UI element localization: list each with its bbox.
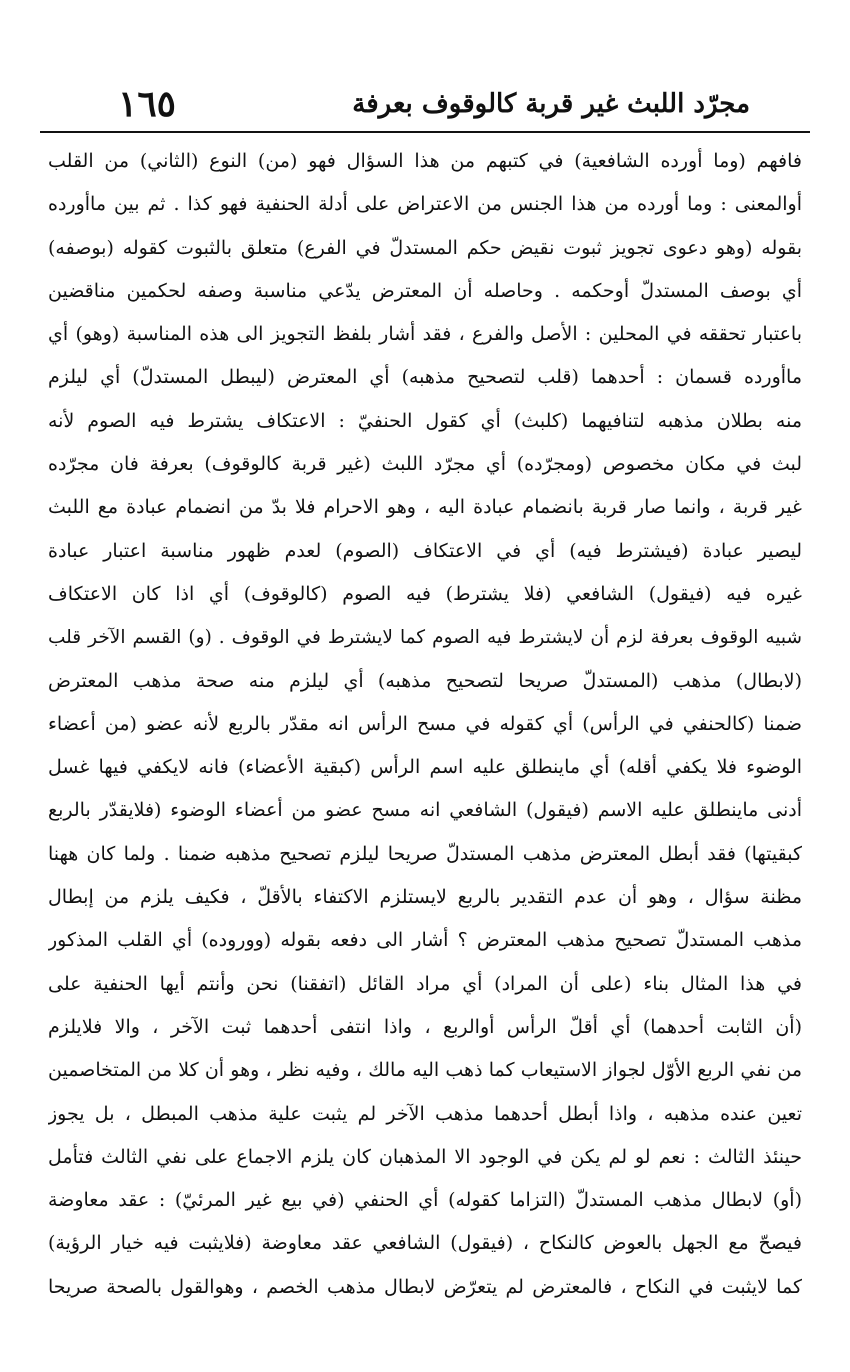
text-line: ضمنا (كالحنفي في الرأس) أي كقوله في مسح الرأس انه مقدّر بالربع لأنه عضو (من أعضاء: [48, 712, 802, 735]
text-line: في هذا المثال بناء (على أن المراد) أي مراد القائل (اتفقنا) نحن وأنتم أيها الحنفية على: [48, 972, 802, 995]
header-divider: [40, 131, 810, 133]
text-line: من نفي الربع الأوّل لجواز الاستيعاب كما ذهب اليه مالك ، وفيه نظر ، وهو أن كلا من المتخاصمين: [48, 1059, 802, 1082]
text-line: أي بوصف المستدلّ أوحكمه . وحاصله أن المعترض يدّعي مناسبة وصفه لحكمين مناقضين: [48, 279, 802, 302]
running-title: مجرّد اللبث غير قربة كالوقوف بعرفة: [352, 89, 750, 119]
text-line: بقوله (وهو دعوى تجويز ثبوت نقيض حكم المستدلّ في الفرع) متعلق بالثبوت كقوله (بوصفه): [48, 236, 802, 259]
text-line: ماأورده قسمان : أحدهما (قلب لتصحيح مذهبه) أي المعترض (ليبطل المستدلّ) أي ليلزم: [48, 366, 802, 389]
text-line: (أو) لابطال مذهب المستدلّ (التزاما كقوله) أي الحنفي (في بيع غير المرئيّ) : عقد معاوضة: [48, 1189, 802, 1212]
text-line: كما لايثبت في النكاح ، فالمعترض لم يتعرّض لابطال مذهب الخصم ، وهوالقول بالصحة صريحا: [48, 1275, 802, 1298]
text-line: فافهم (وما أورده الشافعية) في كتبهم من هذا السؤال فهو (من) النوع (الثاني) من القلب: [48, 150, 802, 172]
text-line: أدنى ماينطلق عليه الاسم (فيقول) الشافعي انه مسح عضو من أعضاء الوضوء (فلايقدّر بالربع: [48, 799, 802, 822]
text-line: الوضوء فلا يكفي أقله) أي ماينطلق عليه اسم الرأس (كبقية الأعضاء) فانه لايكفي فيها غسل: [48, 756, 802, 779]
text-line: غيره فيه (فيقول) الشافعي (فلا يشترط) فيه الصوم (كالوقوف) أي اذا كان الاعتكاف: [48, 582, 802, 605]
body-text: [48, 140, 802, 1309]
page-number: ١٦٥: [118, 83, 177, 125]
text-line: حينئذ الثالث : نعم لو لم يكن في الوجود الا المذهبان كان يلزم الاجماع على نفي الثالث فتأمل: [48, 1145, 802, 1168]
text-line: أوالمعنى : وما أورده من هذا الجنس من الاعتراض على أدلة الحنفية فهو كذا . ثم بين ماأورده: [48, 193, 802, 216]
text-line: تعين عنده مذهبه ، واذا أبطل أحدهما مذهب الآخر لم يثبت علية مذهب المبطل ، بل يجوز: [48, 1102, 802, 1125]
text-line: (أن الثابت أحدهما) أي أقلّ الرأس أوالربع ، واذا انتفى أحدهما ثبت الآخر ، والا فلايلزم: [48, 1015, 802, 1038]
text-line: (لابطال) مذهب (المستدلّ صريحا لتصحيح مذهبه) أي ليلزم منه صحة مذهب المعترض: [48, 669, 802, 692]
text-line: باعتبار تحققه في المحلين : الأصل والفرع ، فقد أشار بلفظ التجويز الى هذه المناسبة (وهو) أي: [48, 323, 802, 346]
text-line: غير قربة ، وانما صار قربة بانضمام عبادة اليه ، وهو الاحرام فلا بدّ من انضمام عبادة مع اللبث: [48, 496, 802, 519]
text-line: ليصير عبادة (فيشترط فيه) أي في الاعتكاف (الصوم) لعدم ظهور مناسبة اعتبار عبادة: [48, 539, 802, 562]
text-line: شبيه الوقوف بعرفة لزم أن لايشترط فيه الصوم كما لايشترط في الوقوف . (و) القسم الآخر قلب: [48, 627, 802, 649]
text-line: فيصحّ مع الجهل بالعوض كالنكاح ، (فيقول) الشافعي عقد معاوضة (فلايثبت فيه خيار الرؤية): [48, 1232, 802, 1255]
page-header: [40, 82, 810, 126]
text-line: مذهب المستدلّ تصحيح مذهب المعترض ؟ أشار الى دفعه بقوله (ووروده) أي القلب المذكور: [48, 929, 802, 952]
text-line: كبقيتها) فقد أبطل المعترض مذهب المستدلّ صريحا ليلزم تصحيح مذهبه ضمنا . ولما كان ههنا: [48, 842, 802, 865]
text-line: مظنة سؤال ، وهو أن عدم التقدير بالربع لايستلزم الاكتفاء بالأقلّ ، فكيف يلزم من إبطال: [48, 886, 802, 909]
text-line: لبث في مكان مخصوص (ومجرّده) أي مجرّد اللبث (غير قربة كالوقوف) بعرفة فان مجرّده: [48, 453, 802, 476]
text-line: منه بطلان مذهبه لتنافيهما (كلبث) أي كقول الحنفيّ : الاعتكاف يشترط فيه الصوم لأنه: [48, 409, 802, 432]
